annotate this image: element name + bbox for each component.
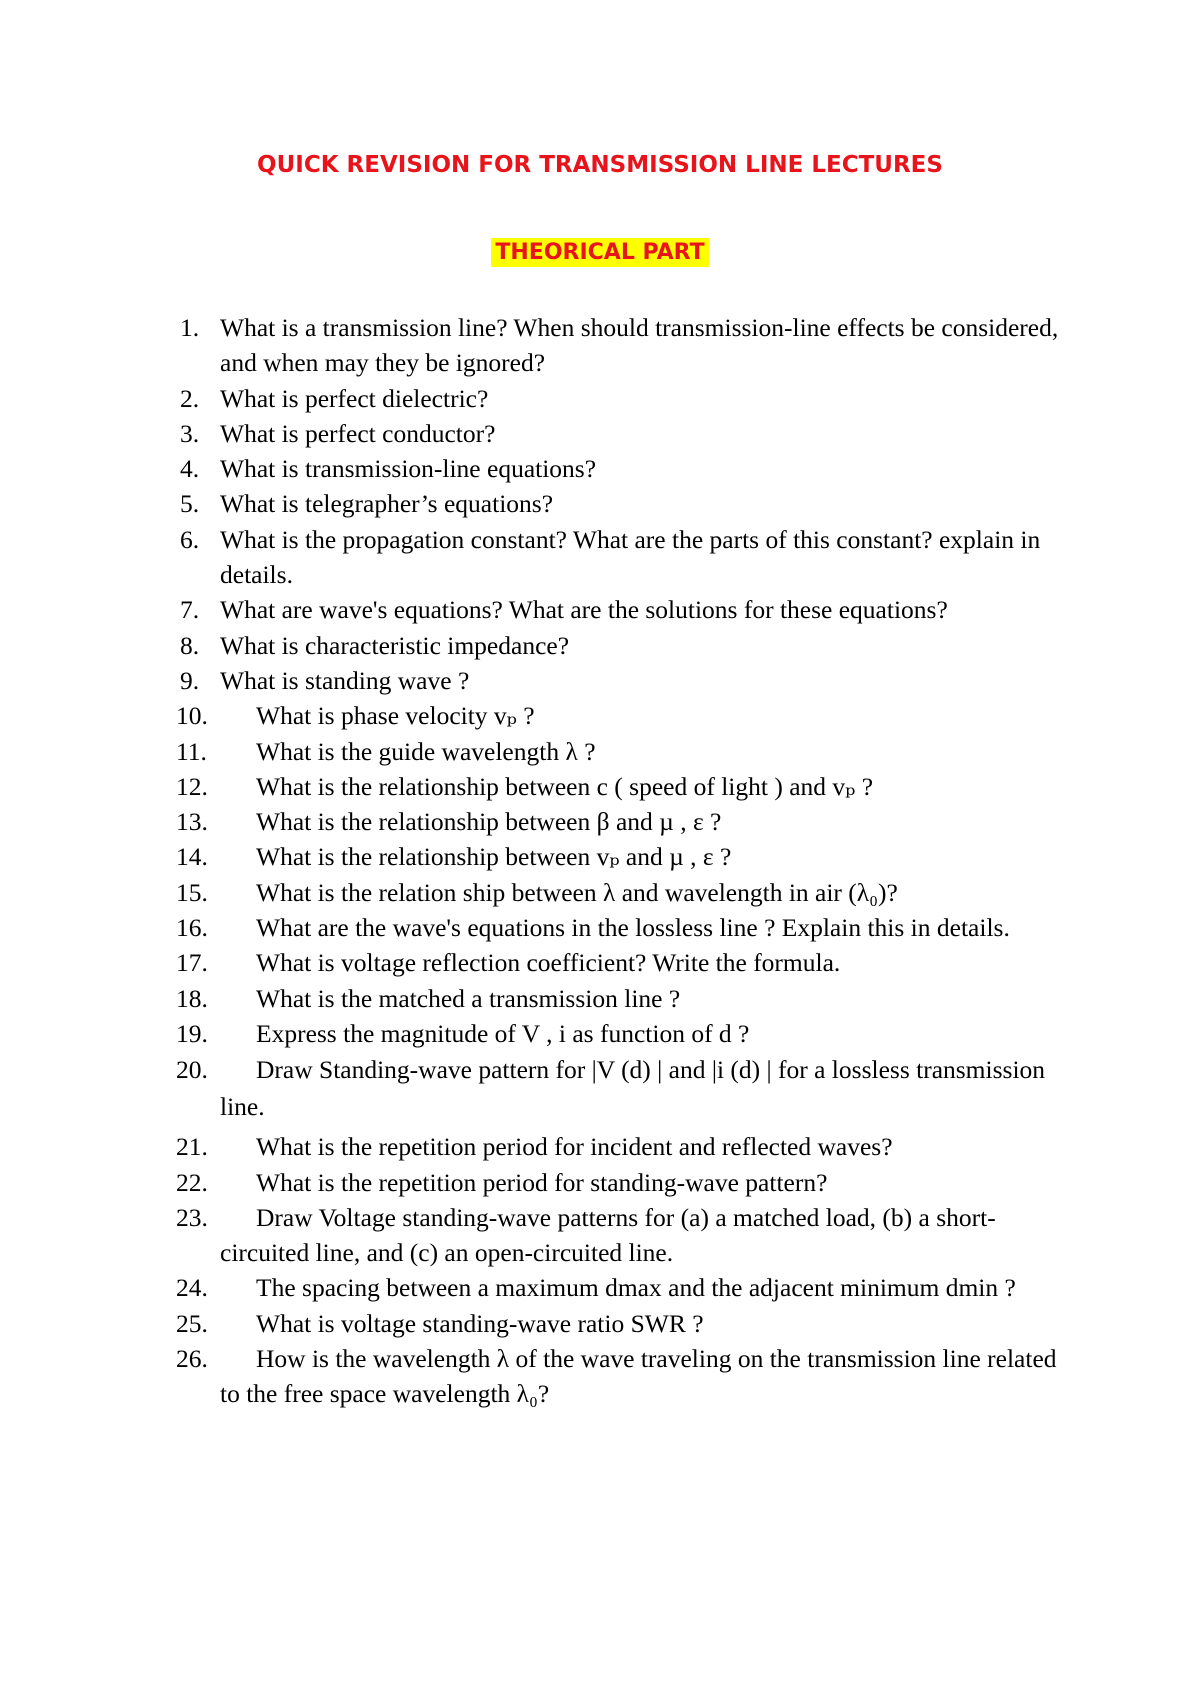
question-number: 21. xyxy=(176,1132,208,1162)
question-number: 16. xyxy=(176,913,208,943)
question-text: What is the matched a transmission line ? xyxy=(256,983,681,1013)
question-item xyxy=(176,945,1080,980)
question-number: 12. xyxy=(176,771,208,801)
question-number: 7. xyxy=(180,595,200,625)
question-text: What is phase velocity vₚ ? xyxy=(256,701,535,731)
question-item xyxy=(176,981,1080,1016)
question-item xyxy=(180,451,1080,486)
question-text: What is the relationship between β and µ , ε ? xyxy=(256,807,722,837)
question-text: What is a transmission line? When should transmission-line effects be considered, and when may they be ignored? xyxy=(220,313,1059,378)
question-item xyxy=(176,1341,1080,1412)
question-number: 20. xyxy=(176,1055,208,1085)
question-number: 25. xyxy=(176,1308,208,1338)
question-number: 17. xyxy=(176,948,208,978)
section-heading: THEORICAL PART xyxy=(491,238,708,267)
question-item xyxy=(180,592,1080,627)
question-item xyxy=(176,1165,1080,1200)
section-heading-wrap xyxy=(0,238,1200,267)
question-text: The spacing between a maximum dmax and the adjacent minimum dmin ? xyxy=(256,1273,1016,1303)
document-title: QUICK REVISION FOR TRANSMISSION LINE LECTURES xyxy=(257,152,943,178)
question-text: What is the relation ship between λ and wavelength in air (λ₀)? xyxy=(256,877,898,907)
question-list xyxy=(176,310,1080,1412)
question-number: 24. xyxy=(176,1273,208,1303)
question-number: 13. xyxy=(176,807,208,837)
question-text: What is the repetition period for incident and reflected waves? xyxy=(256,1132,893,1162)
question-text: What is perfect conductor? xyxy=(220,418,496,448)
question-text: What is the repetition period for standing-wave pattern? xyxy=(256,1167,828,1197)
question-number: 6. xyxy=(180,524,200,554)
question-number: 15. xyxy=(176,877,208,907)
question-text: Draw Standing-wave pattern for |V (d) | and |i (d) | for a lossless transmission line. xyxy=(220,1055,1046,1122)
question-item xyxy=(176,1200,1080,1271)
question-number: 9. xyxy=(180,665,200,695)
question-item xyxy=(180,486,1080,521)
question-number: 18. xyxy=(176,983,208,1013)
question-item xyxy=(176,1129,1080,1164)
question-number: 5. xyxy=(180,489,200,519)
question-number: 23. xyxy=(176,1202,208,1232)
question-text: What is characteristic impedance? xyxy=(220,630,570,660)
question-text: Express the magnitude of V , i as function of d ? xyxy=(256,1018,750,1048)
question-item xyxy=(176,734,1080,769)
question-item xyxy=(176,839,1080,874)
question-item xyxy=(176,1270,1080,1305)
question-text: What is voltage reflection coefficient? Write the formula. xyxy=(256,948,841,978)
question-number: 19. xyxy=(176,1018,208,1048)
question-text: Draw Voltage standing-wave patterns for (a) a matched load, (b) a short-circuited line, and (c) an open-circuited line. xyxy=(220,1202,996,1268)
question-item xyxy=(176,698,1080,733)
question-item xyxy=(176,910,1080,945)
question-text: What are wave's equations? What are the solutions for these equations? xyxy=(220,595,948,625)
question-text: What is perfect dielectric? xyxy=(220,383,489,413)
question-item xyxy=(180,416,1080,451)
question-text: What is telegrapher’s equations? xyxy=(220,489,554,519)
question-text: What is the relationship between c ( speed of light ) and vₚ ? xyxy=(256,771,874,801)
question-text: What is the propagation constant? What are the parts of this constant? explain in details. xyxy=(220,524,1041,590)
question-number: 14. xyxy=(176,842,208,872)
question-item xyxy=(176,1051,1080,1125)
question-text: What is transmission-line equations? xyxy=(220,454,597,484)
question-item xyxy=(176,804,1080,839)
question-text: How is the wavelength λ of the wave traveling on the transmission line related to the free space wavelength λ₀? xyxy=(220,1344,1057,1409)
question-number: 2. xyxy=(180,383,200,413)
question-number: 4. xyxy=(180,454,200,484)
question-item xyxy=(180,381,1080,416)
question-number: 3. xyxy=(180,418,200,448)
question-item xyxy=(176,875,1080,910)
question-item xyxy=(180,628,1080,663)
question-item xyxy=(180,522,1080,593)
question-item xyxy=(180,663,1080,698)
question-text: What are the wave's equations in the lossless line ? Explain this in details. xyxy=(256,913,1010,943)
question-number: 26. xyxy=(176,1344,208,1374)
question-item xyxy=(176,1306,1080,1341)
question-number: 8. xyxy=(180,630,200,660)
question-text: What is voltage standing-wave ratio SWR ? xyxy=(256,1308,704,1338)
question-text: What is the guide wavelength λ ? xyxy=(256,736,596,766)
question-item xyxy=(180,310,1080,381)
question-number: 1. xyxy=(180,313,200,342)
question-number: 22. xyxy=(176,1167,208,1197)
question-number: 11. xyxy=(176,736,207,766)
question-text: What is standing wave ? xyxy=(220,665,470,695)
question-item xyxy=(176,1016,1080,1051)
question-number: 10. xyxy=(176,701,208,731)
question-item xyxy=(176,769,1080,804)
question-text: What is the relationship between vₚ and µ , ε ? xyxy=(256,842,732,872)
